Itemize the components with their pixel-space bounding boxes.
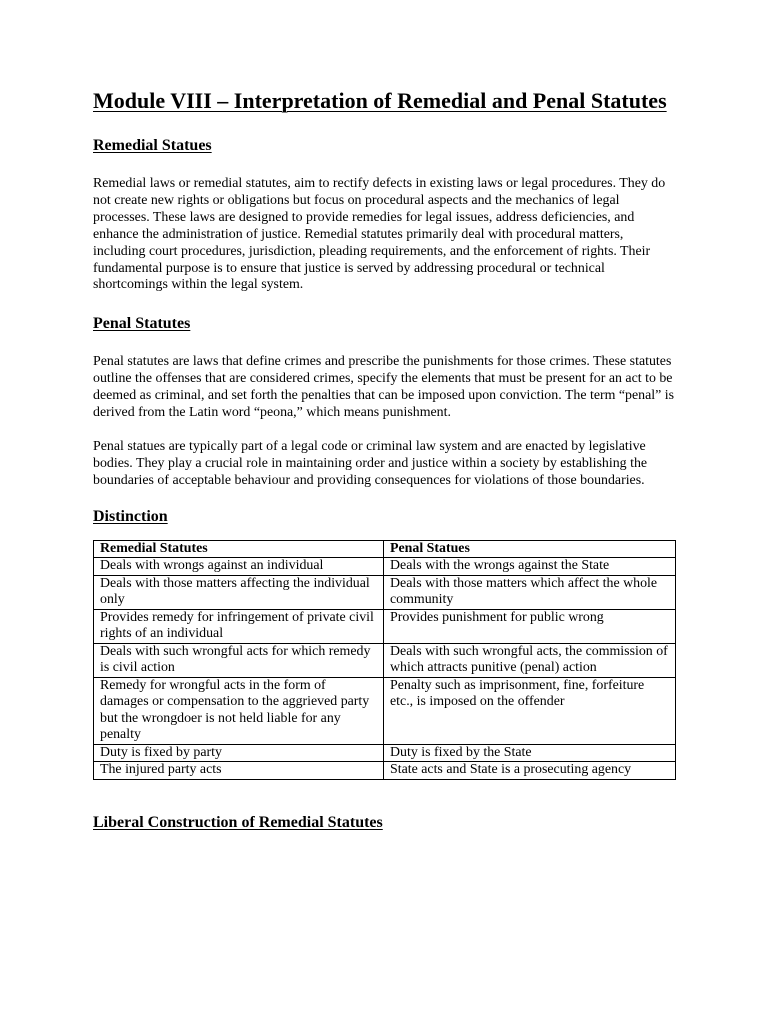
- table-cell-remedial: Duty is fixed by party: [94, 744, 384, 762]
- remedial-statutes-heading: Remedial Statues: [93, 137, 212, 154]
- table-row: [94, 558, 676, 576]
- table-cell-remedial: Deals with wrongs against an individual: [94, 558, 384, 576]
- table-row: [94, 643, 676, 677]
- table-cell-penal: Duty is fixed by the State: [384, 744, 676, 762]
- liberal-construction-heading: Liberal Construction of Remedial Statutes: [93, 813, 383, 831]
- table-cell-penal: Deals with such wrongful acts, the commission of which attracts punitive (penal) action: [384, 643, 676, 677]
- penal-statutes-paragraph-1: Penal statutes are laws that define crimes and prescribe the punishments for those crimes. These statutes outline the offenses that are considered crimes, specify the elements that must be present for an act to be deemed as criminal, and set forth the penalties that can be imposed upon conviction. The term “penal” is derived from the Latin word “peona,” which means punishment.: [93, 354, 675, 421]
- table-row: [94, 575, 676, 609]
- table-cell-penal: Deals with those matters which affect the whole community: [384, 575, 676, 609]
- table-row: [94, 762, 676, 780]
- table-row: [94, 677, 676, 744]
- table-cell-remedial: Provides remedy for infringement of private civil rights of an individual: [94, 609, 384, 643]
- table-header-row: [94, 540, 676, 558]
- table-cell-remedial: Deals with those matters affecting the individual only: [94, 575, 384, 609]
- table-cell-remedial: Deals with such wrongful acts for which remedy is civil action: [94, 643, 384, 677]
- table-cell-penal: Provides punishment for public wrong: [384, 609, 676, 643]
- distinction-heading: Distinction: [93, 507, 168, 525]
- table-cell-penal: Penalty such as imprisonment, fine, forfeiture etc., is imposed on the offender: [384, 677, 676, 744]
- column-header-penal: Penal Statues: [384, 540, 676, 558]
- table-cell-remedial: Remedy for wrongful acts in the form of damages or compensation to the aggrieved party but the wrongdoer is not held liable for any penalty: [94, 677, 384, 744]
- page-title: Module VIII – Interpretation of Remedial and Penal Statutes: [93, 88, 667, 113]
- table-cell-penal: State acts and State is a prosecuting agency: [384, 762, 676, 780]
- table-row: [94, 744, 676, 762]
- column-header-remedial: Remedial Statutes: [94, 540, 384, 558]
- table-row: [94, 609, 676, 643]
- penal-statutes-heading: Penal Statutes: [93, 315, 191, 333]
- remedial-statutes-paragraph: Remedial laws or remedial statutes, aim to rectify defects in existing laws or legal procedures. They do not create new rights or obligations but focus on procedural aspects and the mechanics of legal processes. These laws are designed to provide remedies for legal issues, address deficiencies, and enhance the administration of justice. Remedial statutes primarily deal with procedural matters, including court procedures, jurisdiction, pleading requirements, and the enforcement of rights. Their fundamental purpose is to ensure that justice is served by addressing procedural or technical shortcomings within the legal system.: [93, 176, 666, 293]
- table-cell-penal: Deals with the wrongs against the State: [384, 558, 676, 576]
- penal-statutes-paragraph-2: Penal statues are typically part of a legal code or criminal law system and are enacted by legislative bodies. They play a crucial role in maintaining order and justice within a society by establishing the boundaries of acceptable behaviour and providing consequences for violations of those boundaries.: [93, 438, 648, 488]
- table-cell-remedial: The injured party acts: [94, 762, 384, 780]
- document-page: [93, 88, 678, 832]
- distinction-table: [93, 540, 676, 780]
